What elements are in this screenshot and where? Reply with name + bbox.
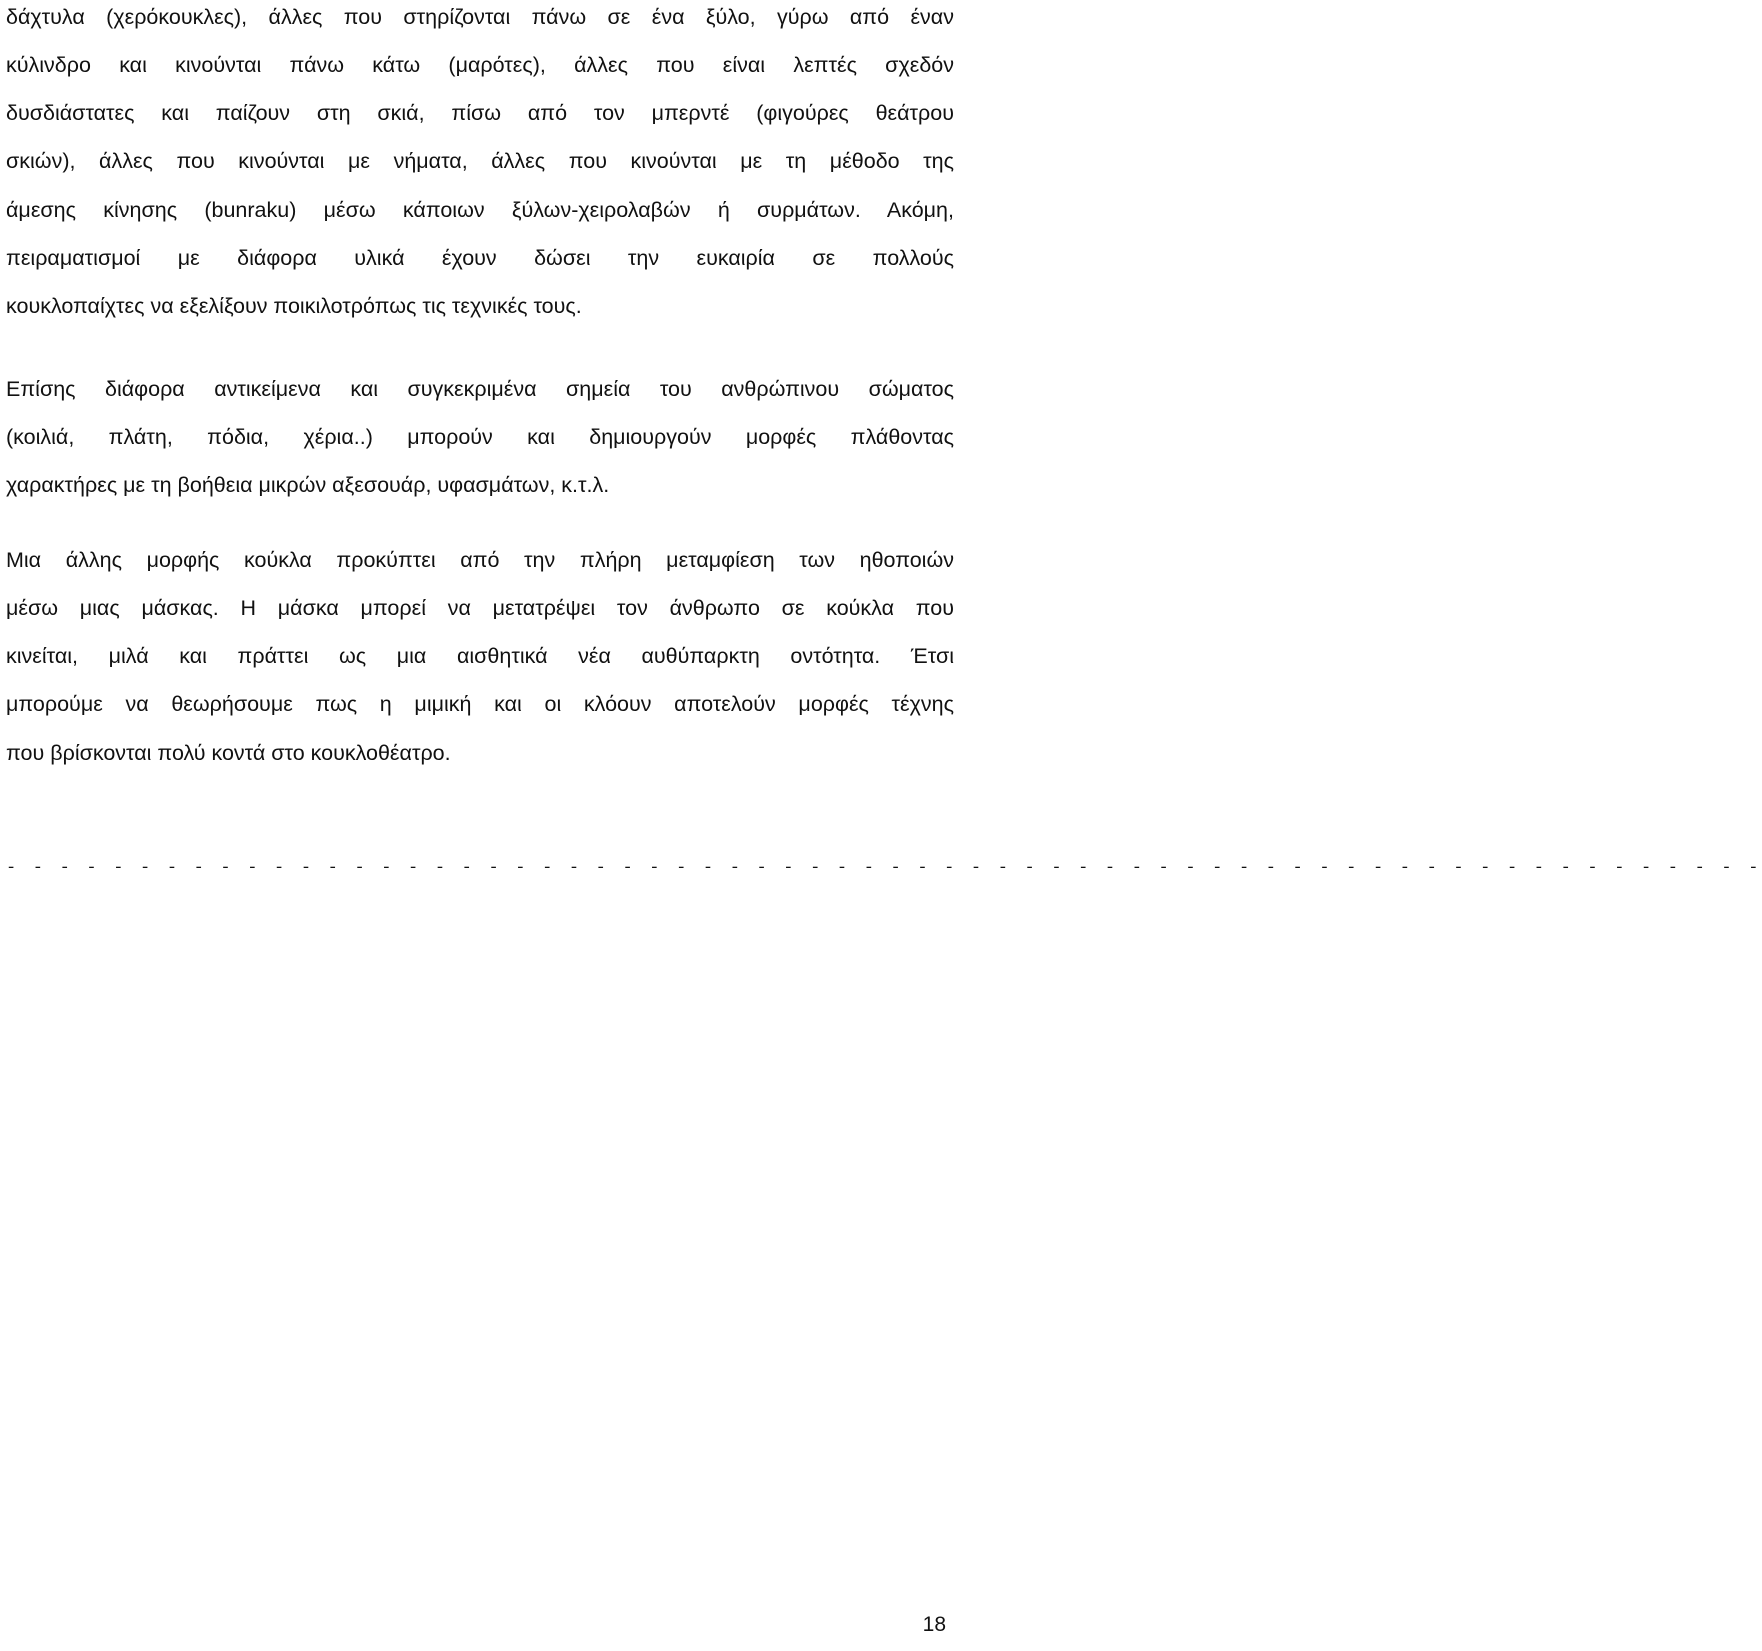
text-line: κουκλοπαίχτες να εξελίξουν ποικιλοτρόπως τις τεχνικές τους. xyxy=(6,294,582,318)
text-line: μπορούμε να θεωρήσουμε πως η μιμική και οι κλόουν αποτελούν μορφές τέχνης xyxy=(6,692,954,716)
text-line: δυσδιάστατες και παίζουν στη σκιά, πίσω από τον μπερντέ (φιγούρες θεάτρου xyxy=(6,101,954,125)
text-line: άμεσης κίνησης (bunraku) μέσω κάποιων ξύλων-χειρολαβών ή συρμάτων. Ακόμη, xyxy=(6,198,954,222)
text-line: που βρίσκονται πολύ κοντά στο κουκλοθέατρο. xyxy=(6,741,451,765)
text-line: πειραματισμοί με διάφορα υλικά έχουν δώσει την ευκαιρία σε πολλούς xyxy=(6,246,954,270)
text-line: χαρακτήρες με τη βοήθεια μικρών αξεσουάρ, υφασμάτων, κ.τ.λ. xyxy=(6,473,610,497)
text-line: Επίσης διάφορα αντικείμενα και συγκεκριμένα σημεία του ανθρώπινου σώματος xyxy=(6,377,954,401)
dashed-separator: - - - - - - - - - - - - - - - - - - - - - - - - - - - - - - - - - - - - - - - - - - - - - - - - - - - - - - - - - - - - - - - - - - xyxy=(6,859,1762,878)
text-line: Μια άλλης μορφής κούκλα προκύπτει από την πλήρη μεταμφίεση των ηθοποιών xyxy=(6,548,954,572)
page-number: 18 xyxy=(922,1613,946,1636)
text-line: (κοιλιά, πλάτη, πόδια, χέρια..) μπορούν και δημιουργούν μορφές πλάθοντας xyxy=(6,425,954,449)
text-line: κύλινδρο και κινούνται πάνω κάτω (μαρότες), άλλες που είναι λεπτές σχεδόν xyxy=(6,53,954,77)
text-line: σκιών), άλλες που κινούνται με νήματα, άλλες που κινούνται με τη μέθοδο της xyxy=(6,149,954,173)
text-line: κινείται, μιλά και πράττει ως μια αισθητικά νέα αυθύπαρκτη οντότητα. Έτσι xyxy=(6,644,954,668)
text-line: μέσω μιας μάσκας. Η μάσκα μπορεί να μετατρέψει τον άνθρωπο σε κούκλα που xyxy=(6,596,954,620)
text-line: δάχτυλα (χερόκουκλες), άλλες που στηρίζονται πάνω σε ένα ξύλο, γύρω από έναν xyxy=(6,5,954,29)
